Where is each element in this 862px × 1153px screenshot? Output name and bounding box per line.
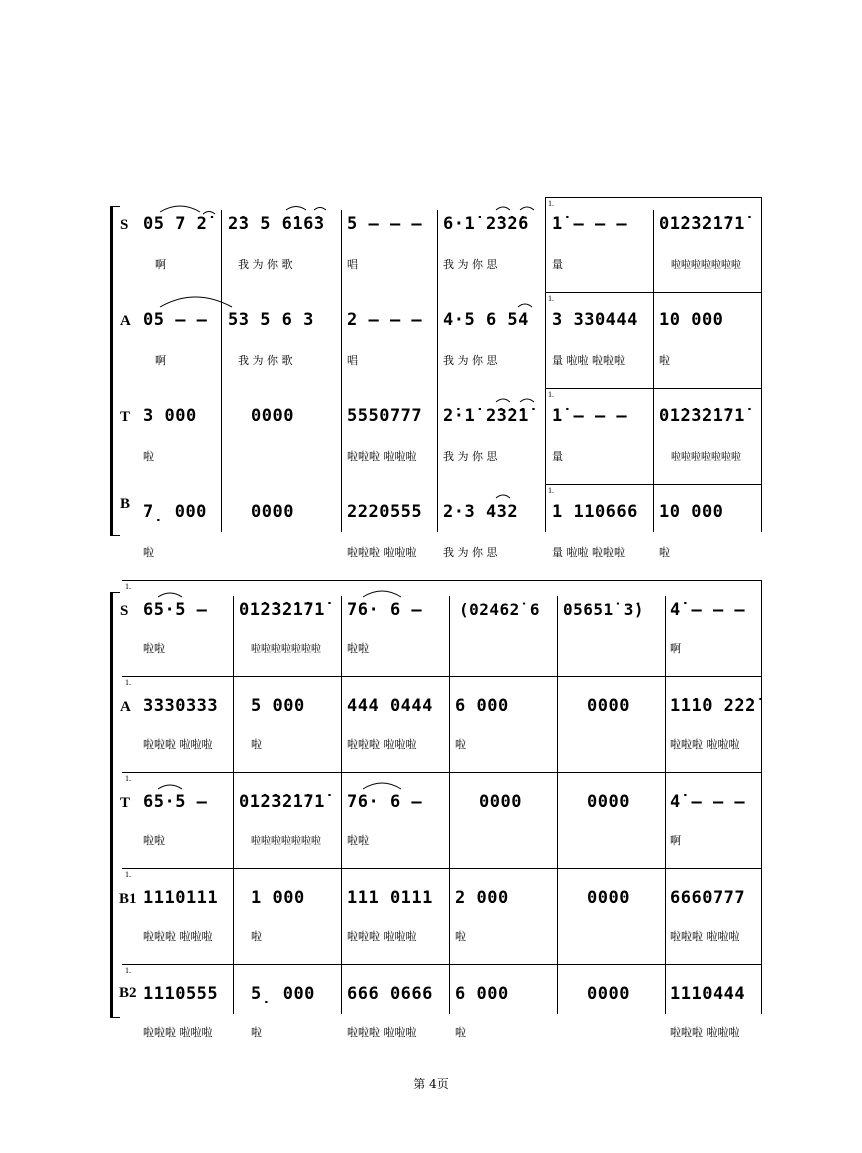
volta-label: 1.: [125, 870, 131, 879]
volta-label: 1.: [548, 390, 554, 399]
measure-lyrics: 啊: [670, 834, 681, 847]
measure-notes: 65·5 —: [143, 600, 208, 620]
measure-lyrics: 唱: [347, 258, 358, 271]
measure-notes: 05 — —: [143, 310, 208, 330]
measure-lyrics: 啦啦啦 啦啦啦: [143, 930, 213, 943]
volta-label: 1.: [125, 678, 131, 687]
part-label: S: [120, 603, 129, 619]
measure-lyrics: 啦: [143, 546, 154, 559]
measure-notes: 111 0111: [347, 888, 433, 908]
measure-notes: 2 — — —: [347, 310, 423, 330]
measure-lyrics: 量 啦啦 啦啦啦: [552, 546, 625, 559]
measure-notes: 01̇2̇3̇2̇1̇71̇: [659, 406, 745, 426]
measure-lyrics: 啦啦啦 啦啦啦: [347, 450, 417, 463]
measure-lyrics: 啦: [251, 1026, 262, 1039]
measure-lyrics: 啦啦啦啦啦啦啦: [671, 260, 741, 271]
measure-notes: 2·3 432: [443, 502, 519, 522]
measure-lyrics: 啊: [155, 258, 166, 271]
measure-lyrics: 量: [552, 258, 563, 271]
measure-lyrics: 我 为 你 思: [443, 354, 498, 367]
measure-lyrics: 啦啦啦啦啦啦啦: [671, 452, 741, 463]
measure-lyrics: 啦啦啦 啦啦啦: [670, 738, 740, 751]
part-label: T: [120, 795, 131, 811]
measure-notes: 53 5 6 3: [228, 310, 314, 330]
measure-lyrics: 我 为 你 歌: [238, 354, 293, 367]
page-number: 第 4页: [413, 1077, 449, 1091]
measure-lyrics: 啦啦: [143, 834, 165, 847]
measure-notes: 1110555: [143, 984, 219, 1004]
volta-label: 1.: [125, 966, 131, 975]
measure-notes: 2̇3 5 6̇16̇3: [228, 214, 325, 234]
measure-lyrics: 啦啦: [347, 642, 369, 655]
measure-lyrics: 啦啦啦啦啦啦啦: [251, 644, 321, 655]
measure-notes: 0000: [587, 792, 630, 812]
measure-lyrics: 啦啦: [347, 834, 369, 847]
measure-notes: 05651̇ 3̇): [563, 600, 645, 619]
measure-lyrics: 啦啦啦 啦啦啦: [143, 738, 213, 751]
volta-label: 1.: [548, 294, 554, 303]
measure-lyrics: 啦啦啦 啦啦啦: [347, 738, 417, 751]
measure-lyrics: 啦: [251, 738, 262, 751]
measure-notes: 5 000: [251, 696, 305, 716]
measure-lyrics: 唱: [347, 354, 358, 367]
measure-lyrics: 啦啦啦 啦啦啦: [670, 930, 740, 943]
part-label: B: [120, 496, 131, 512]
measure-notes: 1 110666: [552, 502, 638, 522]
measure-lyrics: 啦啦啦啦啦啦啦: [251, 836, 321, 847]
part-label: B1: [119, 891, 137, 907]
measure-lyrics: 啦: [455, 738, 466, 751]
measure-notes: 76· 6 —: [347, 600, 423, 620]
measure-notes: (02462̇ 6: [459, 600, 541, 619]
measure-notes: 0000: [479, 792, 522, 812]
measure-notes: 666 0666: [347, 984, 433, 1004]
measure-notes: 01̇2̇3̇2̇1̇71̇: [239, 792, 325, 812]
measure-lyrics: 啦: [455, 930, 466, 943]
measure-notes: 6 000: [455, 696, 509, 716]
measure-notes: 4̇ — — —: [670, 792, 746, 812]
measure-notes: 1̇ — — —: [552, 214, 628, 234]
measure-lyrics: 啦: [659, 354, 670, 367]
measure-lyrics: 啦: [659, 546, 670, 559]
measure-notes: 1̇ — — —: [552, 406, 628, 426]
measure-notes: 1̇1̇1̇0 2̇2̇2̇: [670, 696, 756, 716]
measure-notes: 01̇2̇3̇2̇1̇71̇: [239, 600, 325, 620]
measure-notes: 5 — — —: [347, 214, 423, 234]
measure-notes: 5̣ 000: [251, 984, 315, 1004]
part-label: A: [120, 699, 131, 715]
volta-label: 1.: [125, 582, 131, 591]
measure-lyrics: 啦: [455, 1026, 466, 1039]
measure-notes: 0000: [251, 406, 294, 426]
part-label: A: [120, 313, 131, 329]
measure-notes: 0000: [587, 696, 630, 716]
measure-notes: 2220555: [347, 502, 423, 522]
measure-notes: 3 000: [143, 406, 197, 426]
part-label: T: [120, 409, 131, 425]
measure-notes: 6660777: [670, 888, 746, 908]
measure-notes: 76· 6 —: [347, 792, 423, 812]
measure-notes: 0000: [587, 888, 630, 908]
measure-notes: 7̣ 000: [143, 502, 207, 522]
measure-lyrics: 我 为 你 思: [443, 258, 498, 271]
measure-notes: 0000: [251, 502, 294, 522]
measure-notes: 1 000: [251, 888, 305, 908]
measure-lyrics: 啊: [155, 354, 166, 367]
measure-lyrics: 啦啦啦 啦啦啦: [143, 1026, 213, 1039]
measure-lyrics: 我 为 你 思: [443, 450, 498, 463]
measure-notes: 65·5 —: [143, 792, 208, 812]
measure-notes: 3 330444: [552, 310, 638, 330]
part-label: S: [120, 217, 129, 233]
measure-lyrics: 量 啦啦 啦啦啦: [552, 354, 625, 367]
measure-notes: 0000: [587, 984, 630, 1004]
measure-notes: 5550777: [347, 406, 423, 426]
measure-notes: 6 000: [455, 984, 509, 1004]
measure-lyrics: 我 为 你 歌: [238, 258, 293, 271]
part-label: B2: [119, 985, 137, 1001]
measure-notes: 2 000: [455, 888, 509, 908]
measure-lyrics: 啦啦啦 啦啦啦: [347, 546, 417, 559]
measure-lyrics: 啦啦啦 啦啦啦: [670, 1026, 740, 1039]
measure-notes: 444 0444: [347, 696, 433, 716]
measure-lyrics: 啦: [143, 450, 154, 463]
measure-lyrics: 啦啦: [143, 642, 165, 655]
volta-label: 1.: [548, 199, 554, 208]
measure-notes: 4̇ — — —: [670, 600, 746, 620]
measure-notes: 6·1̇ 2̇3̇2̇6: [443, 214, 529, 234]
measure-notes: 1110111: [143, 888, 219, 908]
measure-lyrics: 我 为 你 思: [443, 546, 498, 559]
measure-lyrics: 啦啦啦 啦啦啦: [347, 930, 417, 943]
measure-lyrics: 量: [552, 450, 563, 463]
measure-lyrics: 啦啦啦 啦啦啦: [347, 1026, 417, 1039]
measure-notes: 05 7 2̇: [143, 214, 208, 234]
measure-notes: 2̇·1̇ 2̇3̇2̇1̇: [443, 406, 529, 426]
measure-notes: 3330333: [143, 696, 219, 716]
measure-notes: 4·5 6 54: [443, 310, 529, 330]
measure-notes: 10 000: [659, 502, 724, 522]
volta-label: 1.: [125, 774, 131, 783]
measure-notes: 01̇2̇3̇2̇1̇71̇: [659, 214, 745, 234]
volta-label: 1.: [548, 486, 554, 495]
measure-lyrics: 啊: [670, 642, 681, 655]
measure-lyrics: 啦: [251, 930, 262, 943]
measure-notes: 10 000: [659, 310, 724, 330]
measure-notes: 1110444: [670, 984, 746, 1004]
